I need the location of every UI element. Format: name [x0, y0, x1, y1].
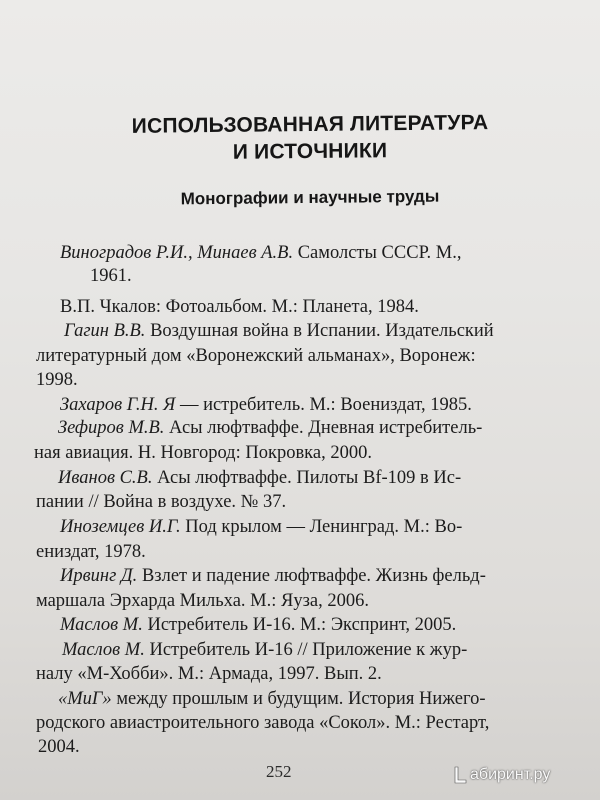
reference-text: маршала Эрхарда Мильха. М.: Яуза, 2006. [36, 591, 369, 611]
reference-text: ная авиация. Н. Новгород: Покровка, 2000. [34, 443, 372, 463]
reference-text: Асы люфтваффе. Дневная истребитель- [164, 418, 483, 438]
reference-text: 1961. [90, 266, 132, 286]
reference-line [90, 265, 132, 287]
reference-line [34, 442, 372, 464]
reference-line [36, 345, 476, 367]
reference-line [36, 541, 146, 563]
section-title: Монографии и научные труды [180, 186, 440, 209]
reference-line [36, 663, 382, 685]
reference-text: между прошлым и будущим. История Нижего- [111, 689, 486, 709]
reference-author: Виноградов Р.И., Минаев А.В. [60, 243, 294, 263]
reference-line [64, 320, 494, 342]
watermark [452, 766, 550, 784]
reference-author: Маслов М. [62, 640, 145, 660]
reference-text: Воздушная война в Испании. Издательский [145, 321, 494, 341]
labirint-logo-icon [452, 766, 468, 784]
reference-text: В.П. Чкалов: Фотоальбом. М.: Планета, 1984. [60, 297, 419, 317]
reference-text: Истребитель И-16. М.: Экспринт, 2005. [142, 615, 457, 635]
reference-text: — истребитель. М.: Воениздат, 1985. [175, 395, 472, 415]
watermark-text: абиринт.ру [470, 766, 551, 783]
reference-line [36, 369, 78, 391]
reference-author: Маслов М. [60, 615, 143, 635]
reference-text: Самолсты СССР. М., [293, 243, 462, 263]
reference-line [62, 639, 467, 661]
reference-line [60, 394, 472, 416]
reference-line [36, 491, 286, 513]
reference-line [60, 242, 462, 264]
reference-line [36, 590, 369, 612]
reference-line [58, 417, 482, 439]
reference-author: Иванов С.В. [58, 468, 153, 488]
reference-text: Асы люфтваффе. Пилоты Bf-109 в Ис- [152, 468, 462, 488]
reference-text: ениздат, 1978. [36, 542, 146, 562]
reference-text: Истребитель И-16 // Приложение к жур- [144, 640, 468, 660]
reference-author: Гагин В.В. [64, 321, 146, 341]
reference-text: пании // Война в воздухе. № 37. [36, 492, 287, 512]
reference-author: Захаров Г.Н. Я [60, 395, 176, 415]
reference-line [60, 565, 486, 587]
reference-author: Ирвинг Д. [60, 566, 138, 586]
reference-author: «МиГ» [58, 689, 112, 709]
reference-line [60, 296, 419, 318]
reference-author: Иноземцев И.Г. [60, 517, 181, 537]
page-heading-line-2: И ИСТОЧНИКИ [232, 139, 388, 164]
reference-line [60, 614, 456, 636]
reference-text: родского авиастроительного завода «Сокол». М.: Рестарт, [36, 713, 490, 733]
reference-text: литературный дом «Воронежский альманах», Воронеж: [36, 346, 476, 366]
reference-text: 2004. [38, 737, 80, 757]
reference-text: Под крылом — Ленинград. М.: Во- [180, 517, 463, 537]
page-number: 252 [266, 762, 292, 781]
reference-line [38, 736, 80, 758]
reference-line [36, 712, 489, 734]
reference-line [60, 516, 462, 538]
reference-line [58, 467, 461, 489]
reference-text: Взлет и падение люфтваффе. Жизнь фельд- [137, 566, 486, 586]
reference-text: налу «М-Хобби». М.: Армада, 1997. Вып. 2. [36, 664, 382, 684]
reference-line [58, 688, 486, 710]
reference-author: Зефиров М.В. [58, 418, 165, 438]
page-heading-line-1: ИСПОЛЬЗОВАННАЯ ЛИТЕРАТУРА [131, 111, 489, 138]
reference-text: 1998. [36, 370, 78, 390]
